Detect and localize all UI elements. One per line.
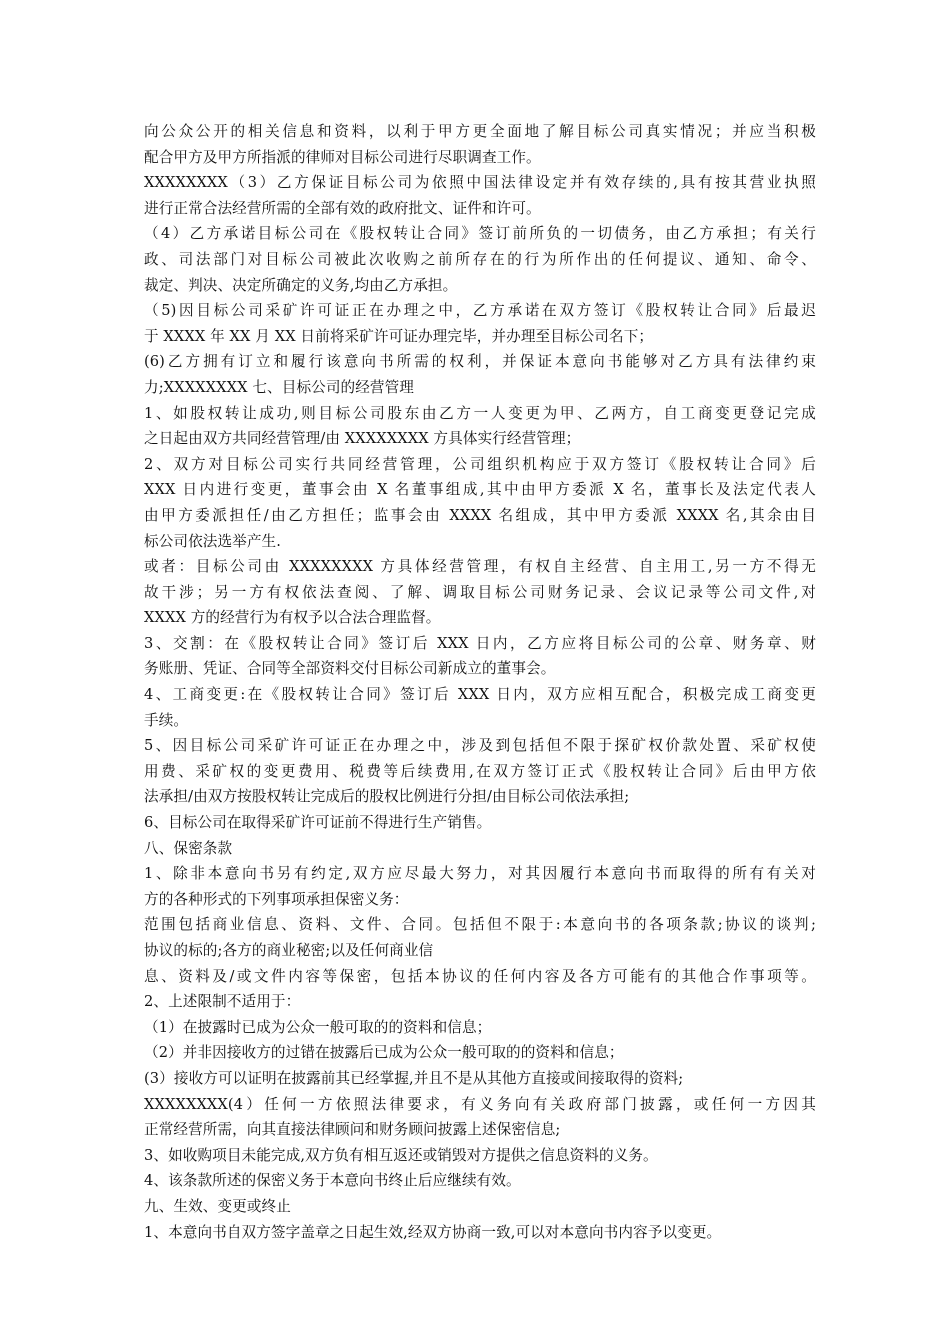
text-line: XXXXXXXX（3）乙方保证目标公司为依照中国法律设定并有效存续的,具有按其营业执照 [144, 174, 816, 192]
text-line: （5)因目标公司采矿许可证正在办理之中，乙方承诺在双方签订《股权转让合同》后最迟 [144, 302, 816, 320]
text-line: 进行正常合法经营所需的全部有效的政府批文、证件和许可。 [144, 199, 541, 217]
text-line: XXX 日内进行变更，董事会由 X 名董事组成,其中由甲方委派 X 名，董事长及法定代表人 [144, 481, 816, 499]
text-line: 2、上述限制不适用于： [144, 993, 301, 1011]
text-line: 力;XXXXXXXX 七、目标公司的经营管理 [144, 378, 414, 396]
text-line: 政、司法部门对目标公司被此次收购之前所存在的行为所作出的任何提议、通知、命令、 [144, 250, 816, 268]
text-line: 之日起由双方共同经营管理/由 XXXXXXXX 方具体实行经营管理； [144, 430, 581, 448]
text-line: 3、交割：在《股权转让合同》签订后 XXX 日内，乙方应将目标公司的公章、财务章、财 [144, 634, 816, 652]
text-line: XXXX 方的经营行为有权予以合法合理监督。 [144, 609, 441, 627]
text-line: 协议的标的;各方的商业秘密;以及任何商业信 [144, 942, 434, 959]
section-heading: 九、生效、变更或终止 [144, 1197, 291, 1215]
text-line: 裁定、判决、决定所确定的义务,均由乙方承担。 [144, 276, 458, 294]
text-line: 6、目标公司在取得采矿许可证前不得进行生产销售。 [144, 814, 492, 832]
text-line: XXXXXXXX(4）任何一方依照法律要求，有义务向有关政府部门披露，或任何一方因其 [144, 1095, 816, 1113]
text-line: 1、如股权转让成功,则目标公司股东由乙方一人变更为甲、乙两方，自工商变更登记完成 [144, 404, 816, 422]
text-line: 1、本意向书自双方签字盖章之日起生效,经双方协商一致,可以对本意向书内容予以变更。 [144, 1223, 722, 1241]
text-line: 5、因目标公司采矿许可证正在办理之中，涉及到包括但不限于探矿权价款处置、采矿权使 [144, 737, 816, 755]
text-line: (6)乙方拥有订立和履行该意向书所需的权利，并保证本意向书能够对乙方具有法律约束 [144, 353, 816, 371]
document-body [144, 119, 816, 1245]
text-line: 向公众公开的相关信息和资料，以利于甲方更全面地了解目标公司真实情况；并应当积极 [144, 123, 816, 140]
text-line: 1、除非本意向书另有约定,双方应尽最大努力，对其因履行本意向书而取得的所有有关对 [144, 865, 816, 883]
text-line: (3）接收方可以证明在披露前其已经掌握,并且不是从其他方直接或间接取得的资料; [144, 1069, 684, 1087]
text-line: 务账册、凭证、合同等全部资料交付目标公司新成立的董事会。 [144, 660, 556, 678]
text-line: 范围包括商业信息、资料、文件、合同。包括但不限于:本意向书的各项条款;协议的谈判; [144, 916, 816, 934]
text-line: 正常经营所需，向其直接法律顾问和财务顾问披露上述保密信息; [144, 1121, 561, 1139]
text-line: 由甲方委派担任/由乙方担任；监事会由 XXXX 名组成，其中甲方委派 XXXX 名,其余由目 [144, 506, 816, 524]
text-line: 4、工商变更:在《股权转让合同》签订后 XXX 日内，双方应相互配合，积极完成工商变更 [144, 686, 816, 704]
text-line: 或者：目标公司由 XXXXXXXX 方具体经营管理，有权自主经营、自主用工,另一方不得无 [144, 558, 816, 576]
text-line: 方的各种形式的下列事项承担保密义务： [144, 890, 409, 908]
text-line: （1）在披露时已成为公众一般可取的的资料和信息； [144, 1018, 492, 1036]
text-line: 息、资料及/或文件内容等保密，包括本协议的任何内容及各方可能有的其他合作事项等。 [144, 967, 816, 985]
text-line: 标公司依法选举产生. [144, 532, 281, 550]
text-line: （2）并非因接收方的过错在披露后已成为公众一般可取的的资料和信息； [144, 1044, 624, 1062]
text-line: 故干涉；另一方有权依法查阅、了解、调取目标公司财务记录、会议记录等公司文件,对 [144, 583, 816, 601]
text-line: 3、如收购项目未能完成,双方负有相互返还或销毁对方提供之信息资料的义务。 [144, 1146, 658, 1164]
text-line: 配合甲方及甲方所指派的律师对目标公司进行尽职调查工作。 [144, 148, 541, 166]
text-line: 2、双方对目标公司实行共同经营管理，公司组织机构应于双方签订《股权转让合同》后 [144, 455, 816, 473]
text-line: 法承担/由双方按股权转让完成后的股权比例进行分担/由目标公司依法承担; [144, 788, 630, 806]
text-line: 用费、采矿权的变更费用、税费等后续费用,在双方签订正式《股权转让合同》后由甲方依 [144, 762, 816, 780]
text-line: （4）乙方承诺目标公司在《股权转让合同》签订前所负的一切债务，由乙方承担；有关行 [144, 225, 816, 243]
section-heading: 八、保密条款 [144, 839, 233, 857]
text-line: 手续。 [144, 711, 189, 729]
text-line: 4、该条款所述的保密义务于本意向书终止后应继续有效。 [144, 1172, 521, 1190]
text-line: 于 XXXX 年 XX 月 XX 日前将采矿许可证办理完毕，并办理至目标公司名下； [144, 327, 654, 345]
